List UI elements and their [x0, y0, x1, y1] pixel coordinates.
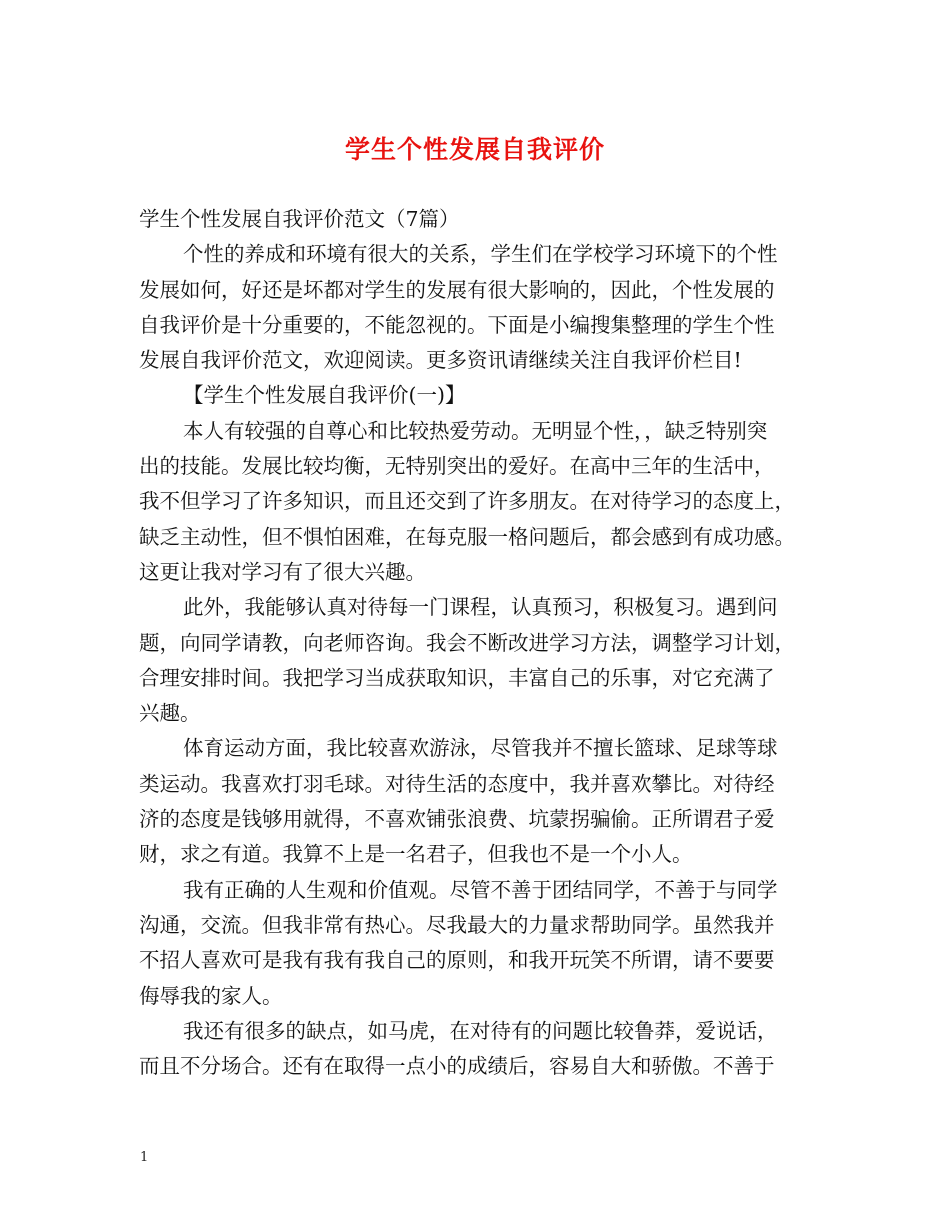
text-line: 出的技能。发展比较均衡，无特别突出的爱好。在高中三年的生活中， — [139, 454, 775, 479]
text-line: 本人有较强的自尊心和比较热爱劳动。无明显个性，，缺乏特别突 — [183, 418, 768, 443]
text-line: 沟通，交流。但我非常有热心。尽我最大的力量求帮助同学。虽然我并 — [139, 912, 775, 937]
text-line: 而且不分场合。还有在取得一点小的成绩后，容易自大和骄傲。不善于 — [139, 1054, 775, 1079]
text-line: 兴趣。 — [139, 701, 201, 726]
text-line: 类运动。我喜欢打羽毛球。对待生活的态度中，我并喜欢攀比。对待经 — [139, 771, 775, 796]
text-line: 我有正确的人生观和价值观。尽管不善于团结同学，不善于与同学 — [183, 877, 778, 902]
document-body — [139, 202, 829, 1084]
text-line: 自我评价是十分重要的，不能忽视的。下面是小编搜集整理的学生个性 — [139, 312, 775, 337]
text-line: 体育运动方面，我比较喜欢游泳，尽管我并不擅长篮球、足球等球 — [183, 736, 778, 761]
text-line: 这更让我对学习有了很大兴趣。 — [139, 559, 426, 584]
text-line: 我不但学习了许多知识，而且还交到了许多朋友。在对待学习的态度上， — [139, 489, 795, 514]
text-line: 题，向同学请教，向老师咨询。我会不断改进学习方法，调整学习计划， — [139, 630, 795, 655]
text-line: 济的态度是钱够用就得，不喜欢铺张浪费、坑蒙拐骗偷。正所谓君子爱 — [139, 807, 775, 832]
text-line: 【学生个性发展自我评价(一)】 — [183, 383, 466, 408]
page-number: 1 — [140, 1150, 149, 1165]
text-line: 不招人喜欢可是我有我有我自己的原则，和我开玩笑不所谓，请不要要 — [139, 948, 775, 973]
document-title: 学生个性发展自我评价 — [344, 135, 605, 164]
text-line: 合理安排时间。我把学习当成获取知识，丰富自己的乐事，对它充满了 — [139, 665, 775, 690]
text-line: 缺乏主动性，但不惧怕困难，在每克服一格问题后，都会感到有成功感。 — [139, 524, 795, 549]
text-line: 发展自我评价范文，欢迎阅读。更多资讯请继续关注自我评价栏目! — [139, 348, 742, 373]
text-line: 我还有很多的缺点，如马虎，在对待有的问题比较鲁莽，爱说话， — [183, 1018, 778, 1043]
text-line: 个性的养成和环境有很大的关系，学生们在学校学习环境下的个性 — [183, 242, 778, 267]
text-line: 侮辱我的家人。 — [139, 983, 283, 1008]
text-line: 财，求之有道。我算不上是一名君子，但我也不是一个小人。 — [139, 842, 693, 867]
text-line: 此外，我能够认真对待每一门课程，认真预习，积极复习。遇到问 — [183, 595, 778, 620]
text-line: 发展如何，好还是坏都对学生的发展有很大影响的，因此，个性发展的 — [139, 277, 775, 302]
text-line: 学生个性发展自我评价范文（7篇） — [139, 207, 460, 231]
